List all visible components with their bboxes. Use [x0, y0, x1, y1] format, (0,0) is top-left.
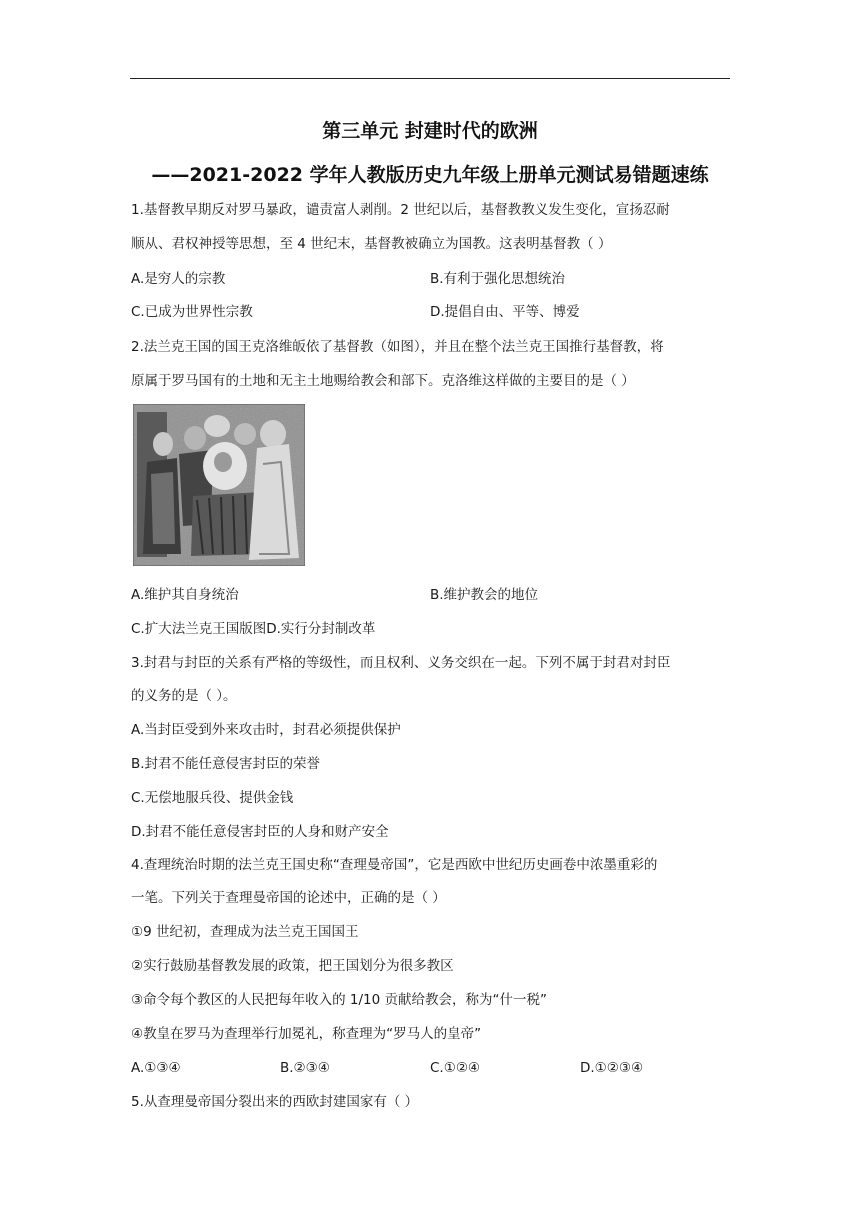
q4-statement-3: ③命令每个教区的人民把每年收入的 1/10 贡献给教会，称为“什一税”	[131, 992, 547, 1008]
q1-option-d: D.提倡自由、平等、博爱	[430, 304, 580, 320]
q3-option-a: A.当封臣受到外来攻击时，封君必须提供保护	[131, 722, 401, 738]
q4-option-d: D.①②③④	[580, 1060, 644, 1076]
header-rule	[130, 78, 730, 79]
q1-stem-line1: 1.基督教早期反对罗马暴政，谴责富人剥削。2 世纪以后，基督教教义发生变化，宣扬忍耐	[131, 202, 670, 218]
q4-statement-1: ①9 世纪初，查理成为法兰克王国国王	[131, 924, 359, 940]
q1-option-c: C.已成为世界性宗教	[131, 304, 253, 320]
q2-option-a: A.维护其自身统治	[131, 587, 239, 603]
q3-option-b: B.封君不能任意侵害封臣的荣誉	[131, 756, 321, 772]
clovis-baptism-image	[133, 404, 305, 566]
q3-option-d: D.封君不能任意侵害封臣的人身和财产安全	[131, 824, 389, 840]
q4-stem-line2: 一笔。下列关于查理曼帝国的论述中，正确的是（ ）	[131, 890, 446, 906]
q2-option-b: B.维护教会的地位	[430, 587, 539, 603]
q4-stem-line1: 4.查理统治时期的法兰克王国史称“查理曼帝国”，它是西欧中世纪历史画卷中浓墨重彩的	[131, 857, 658, 873]
q3-option-c: C.无偿地服兵役、提供金钱	[131, 790, 294, 806]
q4-option-c: C.①②④	[430, 1060, 481, 1076]
page-subtitle: ——2021-2022 学年人教版历史九年级上册单元测试易错题速练	[151, 164, 709, 186]
q4-option-b: B.②③④	[280, 1060, 330, 1076]
q2-option-cd: C.扩大法兰克王国版图D.实行分封制改革	[131, 621, 376, 637]
q3-stem-line2: 的义务的是（ ）。	[131, 688, 237, 704]
q2-stem-line1: 2.法兰克王国的国王克洛维皈依了基督教（如图），并且在整个法兰克王国推行基督教，将	[131, 339, 664, 355]
q4-statement-2: ②实行鼓励基督教发展的政策，把王国划分为很多教区	[131, 958, 454, 974]
q4-statement-4: ④教皇在罗马为查理举行加冕礼，称查理为“罗马人的皇帝”	[131, 1026, 482, 1042]
q1-option-b: B.有利于强化思想统治	[430, 271, 566, 287]
q2-stem-line2: 原属于罗马国有的土地和无主土地赐给教会和部下。克洛维这样做的主要目的是（ ）	[131, 373, 635, 389]
q3-stem-line1: 3.封君与封臣的关系有严格的等级性，而且权利、义务交织在一起。下列不属于封君对封臣	[131, 655, 671, 671]
page-title: 第三单元 封建时代的欧洲	[322, 120, 538, 142]
q1-option-a: A.是穷人的宗教	[131, 271, 226, 287]
q1-stem-line2: 顺从、君权神授等思想，至 4 世纪末，基督教被确立为国教。这表明基督教（ ）	[131, 236, 612, 252]
q4-option-a: A.①③④	[131, 1060, 181, 1076]
q5-stem-line1: 5.从查理曼帝国分裂出来的西欧封建国家有（ ）	[131, 1094, 419, 1110]
